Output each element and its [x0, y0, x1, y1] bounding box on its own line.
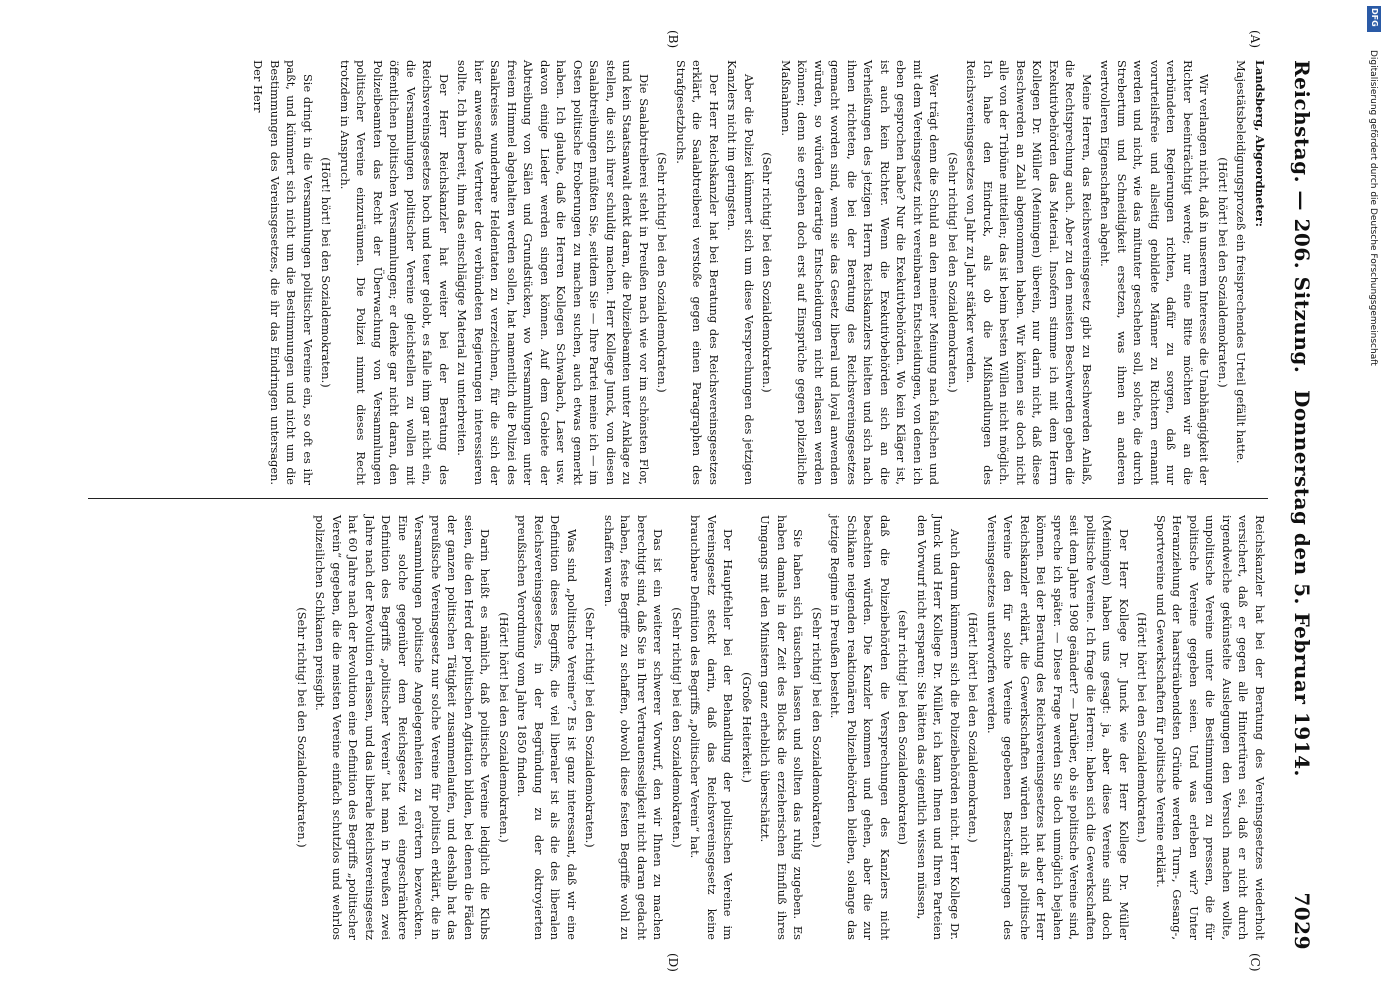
paragraph: Der Herr Kollege Dr. Junck wie der Herr Kollege Dr. Müller (Meiningen) haben uns gesagt: ja, aber diese Vereine sind doch politische Vereine. Ich frage die Herren: haben sich die Gewerkschaften seit dem Jahre 1908 geändert? — Darüber, ob sie politische Vereine sind, spreche ich später. — Diese Frage werden Sie doch unmöglich bejahen können. Bei der Beratung des Reichsvereinsgesetzes hat aber der Herr Reichskanzler erklärt, die Gewerkschaften würden nicht als politische Vereine den für solche Vereine gegebenen Beschränkungen des Vereinsgesetzes unterworfen werden. — [985, 515, 1131, 940]
interjection: (Sehr richtig! bei den Sozialdemokraten.) — [946, 152, 960, 393]
margin-mark-c: (C) — [1248, 953, 1262, 972]
margin-mark-d: (D) — [666, 953, 680, 972]
column-divider — [88, 498, 1268, 499]
funding-note — [1366, 10, 1380, 990]
paragraph: Sie dringt in die Versammlungen politischer Vereine ein, so oft es ihr paßt, und kümmert sich nicht um die Bestimmungen und nicht um die Bestimmungen des Vereinsgesetzes, die ihr das Eindringen untersagen. Der Herr — [251, 60, 315, 485]
left-column — [248, 60, 1268, 485]
paragraph: Aber die Polizei kümmert sich um diese Versprechungen des jetzigen Kanzlers nicht im geringsten. — [725, 60, 756, 485]
margin-mark-a: (A) — [1248, 30, 1262, 49]
paragraph: Wer trägt denn die Schuld an den meiner Meinung nach falschen und mit dem Vereinsgesetz nicht vereinbaren Entscheidungen, von denen ich eben gesprochen habe? Nur die Exekutivbehörden. Wo kein Kläger ist, ist auch kein Richter. Wenn die Exekutivbehörden sich an die Verheißungen des jetzigen Herrn Reichskanzlers hielten und sich nach ihnen richteten, die bei der Beratung des Reichsvereinsgesetzes gemacht worden sind, wenn sie das Gesetz liberal und loyal anwenden würden, so würden derartige Entscheidungen nicht erlassen werden können; denn sie ergehen doch erst auf Einsprüche gegen polizeiliche Maßnahmen. — [779, 60, 942, 485]
header-date: Donnerstag den 5. Februar 1914. — [1290, 390, 1314, 777]
paragraph: daß die Polizeibehörden die Versprechungen des Kanzlers nicht beachten würden. Die Kanzler kommen und gehen, aber die zur Schikane neigenden reaktionären Polizeibehörden bleiben, solange das jetzige Regime in Preußen besteht. — [828, 515, 892, 940]
header-left: Reichstag. — 206. Sitzung. — [1290, 60, 1314, 374]
paragraph: Was sind „politische Vereine“? Es ist ganz interessant, daß wir eine Definition dieses Begriffs, die viel liberaler ist als die des liberalen Reichsvereinsgesetzes, in der Begründung zu der oktroyierten preußischen Verordnung vom Jahre 1850 finden. — [515, 515, 579, 940]
interjection: (Sehr richtig! bei den Sozialdemokraten.) — [670, 607, 684, 848]
interjection: (Hört! hört! bei den Sozialdemokraten.) — [497, 612, 511, 843]
right-column — [292, 515, 1269, 940]
paragraph: Darin heißt es nämlich, daß politische Vereine lediglich die Klubs seien, die den Herd der politischen Agitation bilden, bei denen die Fäden der ganzen politischen Tätigkeit zusammenlaufen, und deshalb hat das preußische Vereinsgesetz nur solche Vereine für politisch erklärt, die in Versammlungen politische Angelegenheiten zu erörtern bezweckten. Eine solche gegenüber dem Reichsgesetz viel eingeschränktere Definition des Begriffs „politischer Verein“ hat man in Preußen zwei Jahre nach der Revolution erlassen, und das liberale Reichsvereinsgesetz hat 60 Jahre nach der Revolution eine Definition des Begriffs „politischer Verein“ gegeben, die die meisten Vereine einfach schutzlos und wehrlos polizeilichen Schikanen preisgibt. — [313, 515, 493, 940]
interjection: (Hört! hört! bei den Sozialdemokraten.) — [1216, 157, 1230, 388]
interjection: (Sehr richtig! bei den Sozialdemokraten.) — [810, 607, 824, 848]
interjection: (Hört! hört! bei den Sozialdemokraten.) — [1135, 612, 1150, 843]
margin-mark-b: (B) — [666, 30, 680, 49]
paragraph: Sie haben sich täuschen lassen und sollten das ruhig zugeben. Es haben damals in der Zeit des Blocks die erzieherischen Einfluß ihres Umgangs mit den Ministern ganz erheblich überschätzt. — [758, 515, 806, 940]
interjection: (sehr richtig! bei den Sozialdemokraten) — [896, 610, 911, 845]
paragraph: Der Herr Reichskanzler hat weiter bei der Beratung des Reichsvereinsgesetzes hoch und teuer gelobt, es falle ihm gar nicht ein, die Versammlungen politischer Vereine gleichstellen zu wollen mit öffentlichen politischen Versammlungen; er denke gar nicht daran, den Polizeibeamten das Recht der Überwachung von Versammlungen politischer Vereine einzuräumen. Die Polizei nimmt dieses Recht trotzdem in Anspruch. — [338, 60, 451, 485]
interjection: (Hört! hört! bei den Sozialdemokraten.) — [319, 157, 334, 388]
interjection: (Große Heiterkeit.) — [740, 672, 754, 783]
interjection: (Hört! hört! bei den Sozialdemokraten.) — [966, 612, 981, 843]
paragraph: Der Herr Reichskanzler hat bei Beratung des Reichsvereinsgesetzes erklärt, die Saalabtreiberei verstoße gegen einen Paragraphen des Strafgesetzbuchs. — [674, 60, 721, 485]
paragraph: Die Saalabtreiberei steht in Preußen nach wie vor im schönsten Flor, und kein Staatsanwalt denkt daran, die Polizeibeamten unter Anklage zu stellen, die sich ihrer schuldig machen. Herr Kollege Junck, von diesen Saalabtreibungen müßten Sie, seitdem Sie — Ihre Partei meine ich — im Osten politische Eroberungen zu machen suchen, auch etwas gemerkt haben. Ich glaube, daß die Herren Kollegen Schwabach, Laser usw. davon einige Lieder werden singen können. Auf dem Gebiete der Abtreibung von Sälen und Grundstücken, wo Versammlungen unter freiem Himmel abgehalten werden sollen, hat namentlich die Polizei des Saalkreises wunderbare Heldentaten zu verzeichnen, für die sich der hier anwesende Vertreter der verbündeten Regierungen interessieren sollte. Ich bin bereit, ihm das einschlägige Material zu unterbreiten. — [455, 60, 651, 485]
funding-note-text: Digitalisierung gefördert durch die Deutsche Forschungsgemeinschaft — [1368, 50, 1378, 366]
dfg-logo-text: DFG — [1370, 8, 1379, 27]
page-number: 7029 — [1290, 892, 1314, 950]
speaker-label: Landsberg, Abgeordneter: — [1253, 60, 1267, 227]
paragraph: Meine Herren, das Reichsvereinsgesetz gibt zu Beschwerden Anlaß, die Rechtsprechung auch. Aber zu den meisten Beschwerden geben die Exekutivbehörden das Material. Insofern stimme ich mit dem Herrn Kollegen Dr. Müller (Meiningen) überein, nur darin nicht, daß diese Beschwerden an Zahl abgenommen haben. Wir können sie doch nicht alle von der Tribüne mitteilen; das ist beim besten Willen nicht möglich. Ich habe den Eindruck, als ob die Mißhandlungen des Reichsvereinsgesetzes von Jahr zu Jahr stärker werden. — [964, 60, 1094, 485]
interjection: (Sehr richtig! bei den Sozialdemokraten.) — [655, 152, 670, 393]
paragraph: Wir verlangen nicht, daß in unserem Interesse die Unabhängigkeit der Richter beeinträchtigt werde; nur eine Bitte möchten wir an die verbündeten Regierungen richten, dafür zu sorgen, daß nur vorurteilsfreie und allseitig gebildete Männer zu Richtern ernannt werden und nicht, wie das mitunter geschehen soll, solche, die durch Strebertum und Schneidigkeit ersetzen, was ihnen an anderen wertvolleren Eigenschaften abgeht. — [1098, 60, 1212, 485]
interjection: (Sehr richtig! bei den Sozialdemokraten.) — [295, 607, 309, 848]
document-page — [70, 30, 1320, 972]
interjection: (Sehr richtig! bei den Sozialdemokraten.) — [760, 152, 775, 393]
page-header — [1280, 60, 1320, 950]
paragraph: Majestätsbeleidigungsprozeß ein freisprechendes Urteil gefällt hatte. — [1234, 60, 1249, 464]
paragraph: Der Hauptfehler bei der Behandlung der politischen Vereine im Vereinsgesetz steckt darin, daß das Reichsvereinsgesetz keine brauchbare Definition des Begriffs „politischer Verein“ hat. — [688, 515, 736, 940]
paragraph: Das ist ein weiterer schwerer Vorwurf, den wir Ihnen zu machen berechtigt sind, daß Sie in Ihrer Vertrauensseligkeit nicht daran gedacht haben, feste Begriffe zu schaffen, obwohl diese festen Begriffe wohl zu schaffen waren. — [602, 515, 666, 940]
paragraph: Auch darum kümmern sich die Polizeibehörden nicht. Herr Kollege Dr. Junck und Herr Kollege Dr. Müller, ich kann Ihnen und Ihren Parteien den Vorwurf nicht ersparen: Sie hätten das eigentlich wissen müssen, — [915, 515, 962, 940]
interjection: (Sehr richtig! bei den Sozialdemokraten.) — [583, 607, 598, 848]
paragraph: Reichskanzler hat bei der Beratung des Vereinsgesetzes wiederholt versichert, daß er gegen alle Hintertüren sei, daß er nicht durch irgendwelche gekünstelte Auslegungen den Versuch machen wollte, unpolitische Vereine unter die Bestimmungen zu pressen, die für politische Vereine gegeben seien. Und was erleben wir? Unter Heranziehung der haarsträubendsten Gründe werden Turn-, Gesang-, Sportvereine und Gewerkschaften für politische Vereine erklärt. — [1154, 515, 1267, 940]
